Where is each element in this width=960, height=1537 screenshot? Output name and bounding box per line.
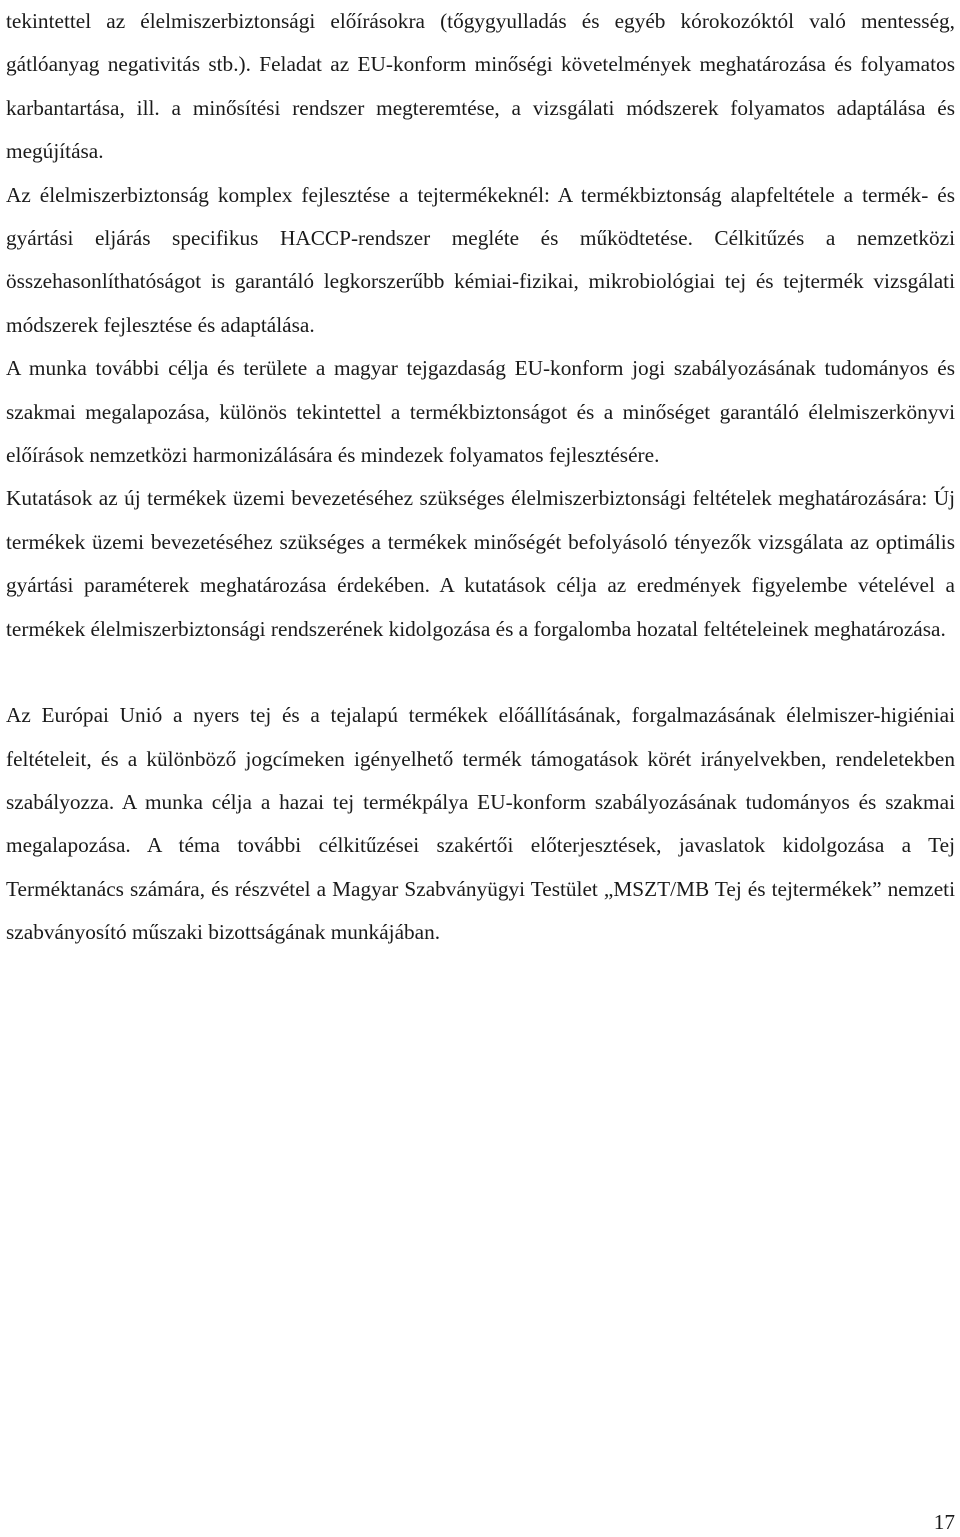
paragraph-5: Az Európai Unió a nyers tej és a tejalapú termékek előállításának, forgalmazásának élelmiszer-higiéniai feltételeit, és a különböző jogcímeken igényelhető termék támogatások körét irányelvekben, rendeletekben szabályozza. A munka célja a hazai tej termékpálya EU-konform szabályozásának tudományos és szakmai megalapozása. A téma további célkitűzései szakértői előterjesztések, javaslatok kidolgozása a Tej Terméktanács számára, és részvétel a Magyar Szabványügyi Testület „MSZT/MB Tej és tejtermékek” nemzeti szabványosító műszaki bizottságának munkájában.: [6, 703, 955, 945]
paragraph-spacer: [6, 651, 955, 694]
paragraph-3: A munka további célja és területe a magyar tejgazdaság EU-konform jogi szabályozásának tudományos és szakmai megalapozása, különös tekintettel a termékbiztonságot és a minőséget garantáló élelmiszerkönyvi előírások nemzetközi harmonizálására és mindezek folyamatos fejlesztésére.: [6, 356, 955, 468]
paragraph-1: tekintettel az élelmiszerbiztonsági előírásokra (tőgygyulladás és egyéb kórokozóktól való mentesség, gátlóanyag negativitás stb.). Feladat az EU-konform minőségi követelmények meghatározása és folyamatos karbantartása, ill. a minősítési rendszer megteremtése, a vizsgálati módszerek folyamatos adaptálása és megújítása.: [6, 9, 955, 164]
document-page: [6, 0, 955, 955]
paragraph-4: Kutatások az új termékek üzemi bevezetéséhez szükséges élelmiszerbiztonsági feltételek meghatározására: Új termékek üzemi bevezetéséhez szükséges a termékek minőségét befolyásoló tényezők vizsgálata az optimális gyártási paraméterek meghatározása érdekében. A kutatások célja az eredmények figyelembe vételével a termékek élelmiszerbiztonsági rendszerének kidolgozása és a forgalomba hozatal feltételeinek meghatározása.: [6, 486, 955, 641]
paragraph-2: Az élelmiszerbiztonság komplex fejlesztése a tejtermékeknél: A termékbiztonság alapfeltétele a termék- és gyártási eljárás specifikus HACCP-rendszer megléte és működtetése. Célkitűzés a nemzetközi összehasonlíthatóságot is garantáló legkorszerűbb kémiai-fizikai, mikrobiológiai tej és tejtermék vizsgálati módszerek fejlesztése és adaptálása.: [6, 182, 955, 337]
page-number: 17: [933, 1510, 955, 1534]
